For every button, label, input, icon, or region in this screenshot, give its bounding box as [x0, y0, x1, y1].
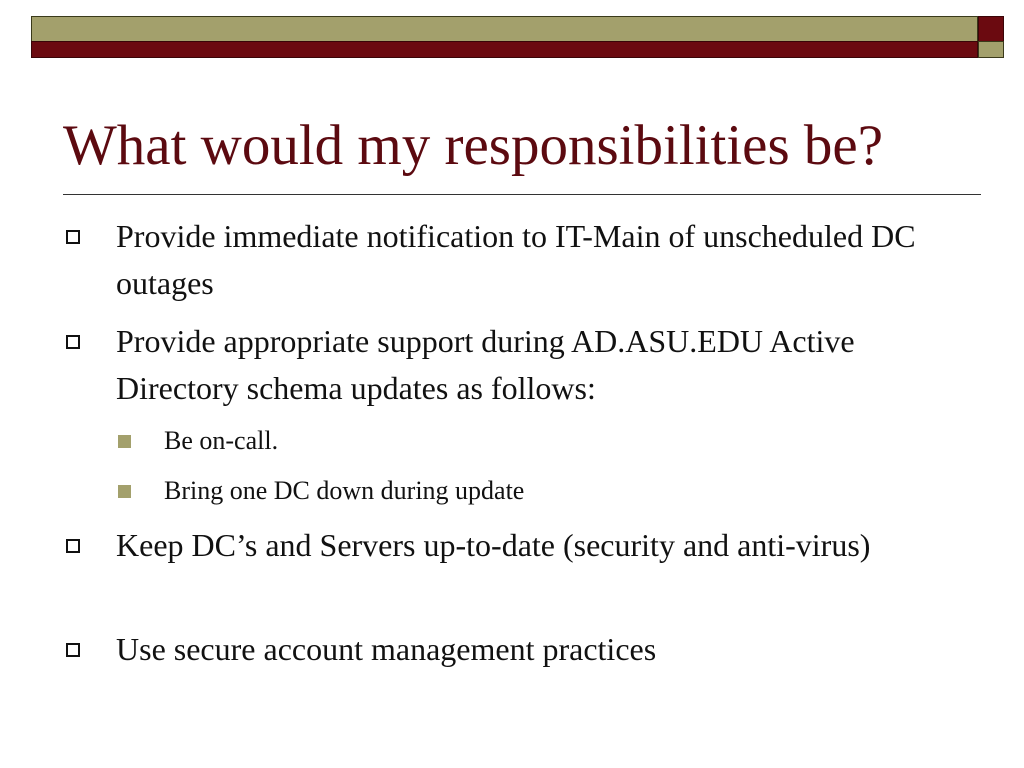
hollow-square-bullet-icon: [66, 335, 80, 349]
sub-bullet-text: Bring one DC down during update: [164, 476, 525, 505]
title-divider: [63, 194, 981, 195]
bullet-item-notification: [116, 213, 976, 307]
filled-square-bullet-icon: [118, 485, 131, 498]
header-corner-olive: [978, 41, 1004, 58]
hollow-square-bullet-icon: [66, 230, 80, 244]
bullet-text: Keep DC’s and Servers up-to-date (security and anti-virus): [116, 527, 871, 563]
header-corner-maroon: [978, 16, 1004, 42]
bullet-text: Provide appropriate support during AD.ASU.EDU Active Directory schema updates as follows:: [116, 323, 855, 406]
hollow-square-bullet-icon: [66, 643, 80, 657]
bullet-text: Use secure account management practices: [116, 631, 657, 667]
sub-bullet-text: Be on-call.: [164, 426, 279, 455]
bullet-text: Provide immediate notification to IT-Main of unscheduled DC outages: [116, 218, 916, 301]
bullet-item-schema-support: [116, 318, 976, 412]
bullet-item-keep-up-to-date: [116, 522, 976, 569]
hollow-square-bullet-icon: [66, 539, 80, 553]
sub-bullet-item-dc-down: [164, 474, 964, 508]
filled-square-bullet-icon: [118, 435, 131, 448]
bullet-item-account-management: [116, 626, 976, 673]
slide-title: What would my responsibilities be?: [63, 114, 884, 177]
header-bar-olive: [31, 16, 978, 42]
sub-bullet-item-on-call: [164, 424, 964, 458]
header-bar-maroon: [31, 41, 978, 58]
